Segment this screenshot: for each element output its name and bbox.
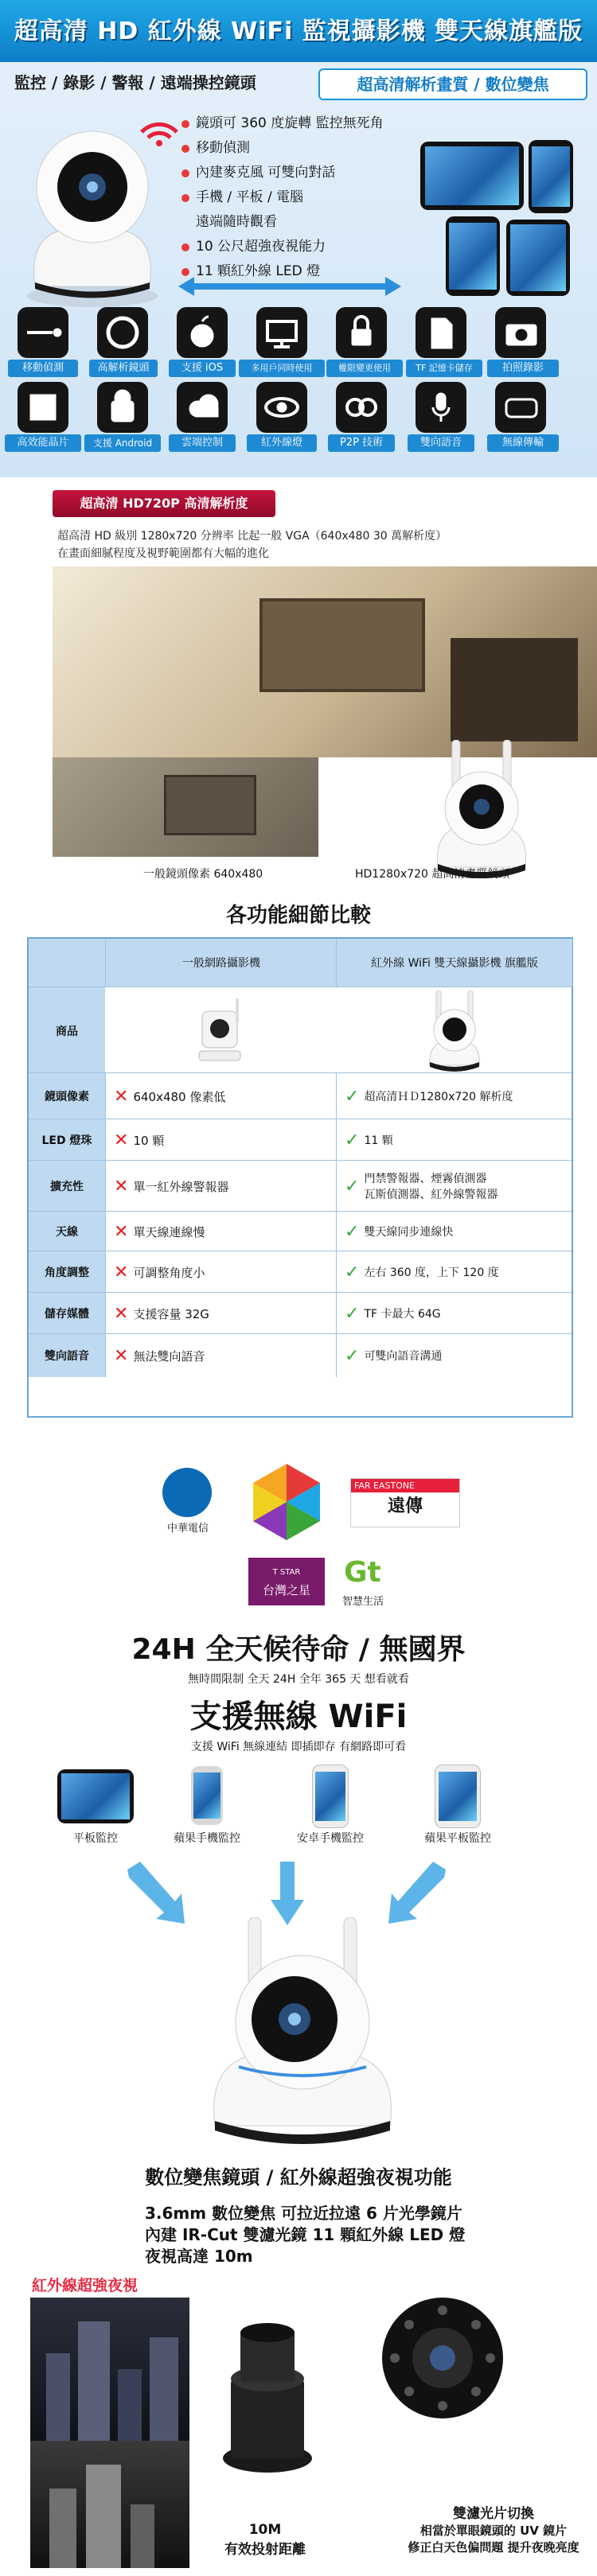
basic-camera-value: ✕ 單天線連線慢 (105, 1212, 337, 1251)
camera-product-image (13, 119, 172, 310)
table-row (29, 1333, 572, 1377)
ipad-image (435, 1765, 481, 1828)
night-city-photo-color (30, 2298, 189, 2441)
tstar-logo: T STAR 台灣之星 (248, 1558, 325, 1605)
zoom-title: 數位變焦鏡頭 / 紅外線超強夜視功能 (145, 2166, 452, 2189)
hd-description: 超高清 HD 級別 1280x720 分辨率 比起一般 VGA（640x480 30 萬解析度） (57, 530, 447, 543)
subtitle-left: 監控 / 錄影 / 警報 / 遠端操控鏡頭 (14, 73, 256, 92)
room-photo-hd (53, 566, 597, 757)
hd-badge: 超高清 HD720P 高清解析度 (53, 490, 275, 517)
zoom-line: 夜視高達 10m (145, 2247, 253, 2266)
icon-caption: TF 記憶卡儲存 (406, 360, 482, 377)
page-title: 超高清 HD 紅外線 WiFi 監視攝影機 雙天線旗艦版 (14, 18, 583, 45)
feature-item: 手機 / 平板 / 電腦 (181, 185, 384, 210)
tablet-image (57, 1769, 134, 1823)
bullet-icon (181, 169, 189, 177)
cht-logo (162, 1468, 212, 1517)
cross-icon: ✕ (114, 1221, 129, 1242)
iphone-image (191, 1766, 223, 1825)
check-icon: ✓ (345, 1262, 360, 1282)
check-icon: ✓ (345, 1345, 360, 1366)
icon-caption: 權限變更使用 (326, 360, 403, 377)
vga-caption: 一般鏡頭像素 640x480 (143, 868, 263, 881)
table-row (29, 1119, 572, 1161)
cross-icon: ✕ (114, 1303, 129, 1324)
flagship-camera-value: ✓ 11 顆 (336, 1119, 572, 1161)
table-row (29, 1251, 572, 1293)
bullet-icon (181, 194, 189, 202)
gt-name: 智慧生活 (342, 1596, 384, 1608)
feature-item: 10 公尺超強夜視能力 (181, 235, 384, 259)
feature-item: 移動偵測 (181, 136, 384, 161)
device-label: 安卓手機監控 (297, 1832, 364, 1845)
bullet-icon (181, 145, 189, 153)
row-label: 擴充性 (29, 1161, 105, 1212)
row-label: 商品 (29, 987, 105, 1075)
icon-caption: 高解析鏡頭 (89, 360, 158, 377)
table-row (29, 1211, 572, 1251)
feature-item: 11 顆紅外線 LED 燈 (181, 259, 384, 284)
wifi-icon (135, 108, 183, 148)
bullet-icon (181, 243, 189, 251)
cross-icon: ✕ (114, 1262, 129, 1282)
icon-caption: 高效能晶片 (5, 434, 81, 452)
wifi-title: 支援無線 WiFi (189, 1699, 408, 1735)
cross-icon: ✕ (114, 1176, 129, 1197)
flagship-camera-value: ✓ 左右 360 度，上下 120 度 (336, 1251, 572, 1293)
hd-caption: HD1280x720 超高清畫質鏡頭 (355, 868, 510, 881)
zoom-line: 3.6mm 數位變焦 可拉近拉遠 6 片光學鏡片 (145, 2204, 462, 2223)
cross-icon: ✕ (114, 1086, 129, 1107)
wifi-subtitle: 支援 WiFi 無線連結 即插即存 有網路即可看 (190, 1741, 407, 1753)
icon-caption: P2P 技術 (328, 434, 395, 452)
cross-icon: ✕ (114, 1345, 129, 1366)
icon-glyphs (18, 307, 575, 358)
icon-caption: 多用戶同時使用 (239, 360, 325, 377)
fet-logo: FAR EASTONE 遠傳 (350, 1478, 460, 1527)
camera-product-image (175, 1917, 430, 2148)
icon-caption: 移動偵測 (8, 360, 78, 377)
basic-camera-value: ✕ 10 顆 (105, 1119, 337, 1161)
table-corner (29, 939, 105, 986)
room-photo-vga (53, 757, 318, 857)
table-row (29, 1072, 572, 1119)
icon-caption: 雙向語音 (408, 434, 474, 452)
basic-camera-image (188, 995, 252, 1067)
column-header: 一般網路攝影機 (105, 939, 337, 986)
cross-icon: ✕ (114, 1130, 129, 1150)
phone-image (529, 140, 573, 213)
arrow-icons (96, 1862, 478, 1925)
flagship-camera-value: ✓ 可雙向語音溝通 (336, 1334, 572, 1377)
icon-caption: 無線傳輸 (487, 434, 559, 452)
carrier-logo-rainbow (247, 1462, 326, 1542)
basic-camera-value: ✕ 可調整角度小 (105, 1251, 337, 1293)
basic-camera-value: ✕ 單一紅外線警報器 (105, 1161, 337, 1212)
flagship-camera-value: ✓ 雙天線同步連線快 (336, 1212, 572, 1251)
icon-caption: 支援 iOS (169, 360, 236, 377)
icon-caption: 雲端控制 (169, 434, 236, 452)
basic-camera-value: ✕ 支援容量 32G (105, 1293, 337, 1334)
tablet-image (506, 220, 570, 296)
row-label: 天線 (29, 1212, 105, 1251)
row-label: 角度調整 (29, 1251, 105, 1293)
bullet-icon (181, 268, 189, 276)
check-icon: ✓ (345, 1221, 360, 1242)
check-icon: ✓ (345, 1086, 360, 1107)
check-icon: ✓ (345, 1176, 360, 1197)
hd-description: 在畫面細膩程度及視野範圍都有大幅的進化 (57, 547, 269, 560)
bullet-icon (181, 120, 189, 128)
row-label: 鏡頭像素 (29, 1073, 105, 1119)
column-header: 紅外線 WiFi 雙天線攝影機 旗艦版 (336, 939, 572, 986)
device-label: 平板監控 (73, 1832, 118, 1845)
flagship-camera-value: ✓ 超高清ＨＤ1280x720 解析度 (336, 1073, 572, 1119)
icon-caption: 拍照錄影 (487, 360, 559, 377)
check-icon: ✓ (345, 1303, 360, 1324)
camera-product-image (414, 740, 549, 883)
device-label: 蘋果平板監控 (424, 1832, 491, 1845)
table-row (29, 1160, 572, 1212)
table-row (29, 986, 572, 1075)
lens-image (204, 2307, 331, 2490)
feature-item: 內建麥克風 可雙向對話 (181, 161, 384, 185)
standby-subtitle: 無時間限制 全天 24H 全年 365 天 想看就看 (188, 1673, 409, 1686)
icon-caption: 支援 Android (84, 434, 161, 452)
icon-caption: 紅外線燈 (247, 434, 317, 452)
comparison-title: 各功能細節比較 (225, 904, 371, 928)
row-label: 雙向語音 (29, 1334, 105, 1377)
basic-camera-value: ✕ 無法雙向語音 (105, 1334, 337, 1377)
standby-title: 24H 全天候待命 / 無國界 (131, 1633, 466, 1666)
filter-label: 雙濾光片切換 相當於單眼鏡頭的 UV 鏡片 修正白天色偏問題 提升夜晚亮度 (408, 2506, 579, 2555)
zoom-line: 內建 IR-Cut 雙濾光鏡 11 顆紅外線 LED 燈 (145, 2225, 466, 2244)
feature-list (181, 111, 384, 284)
basic-camera-value: ✕ 640x480 像素低 (105, 1073, 337, 1119)
feature-item: 遠端隨時觀看 (196, 214, 277, 230)
gt-logo: Gt (344, 1556, 381, 1589)
icon-glyphs (18, 382, 575, 433)
flagship-camera-image (419, 990, 490, 1073)
flagship-camera-value: ✓ TF 卡最大 64G (336, 1293, 572, 1334)
flagship-camera-value: ✓ 門禁警報器、煙霧偵測器 瓦斯偵測器、紅外線警報器 (336, 1161, 572, 1212)
android-phone-image (312, 1765, 349, 1828)
row-label: LED 燈珠 (29, 1119, 105, 1161)
check-icon: ✓ (345, 1130, 360, 1150)
subtitle-right: 超高清解析畫質 / 數位變焦 (318, 68, 587, 100)
phone-image (446, 216, 500, 296)
double-arrow-icon (178, 277, 401, 296)
night-city-photo-ir (30, 2441, 189, 2568)
device-label: 蘋果手機監控 (174, 1832, 240, 1845)
table-row (29, 1292, 572, 1334)
cht-name: 中華電信 (166, 1523, 209, 1535)
ir-label: 紅外線超強夜視 (32, 2277, 139, 2294)
row-label: 儲存媒體 (29, 1293, 105, 1334)
range-label: 10M 有效投射距離 (224, 2522, 306, 2558)
feature-item: 鏡頭可 360 度旋轉 監控無死角 (181, 111, 384, 136)
tablet-image (420, 142, 524, 210)
ir-lens-image (379, 2294, 506, 2422)
